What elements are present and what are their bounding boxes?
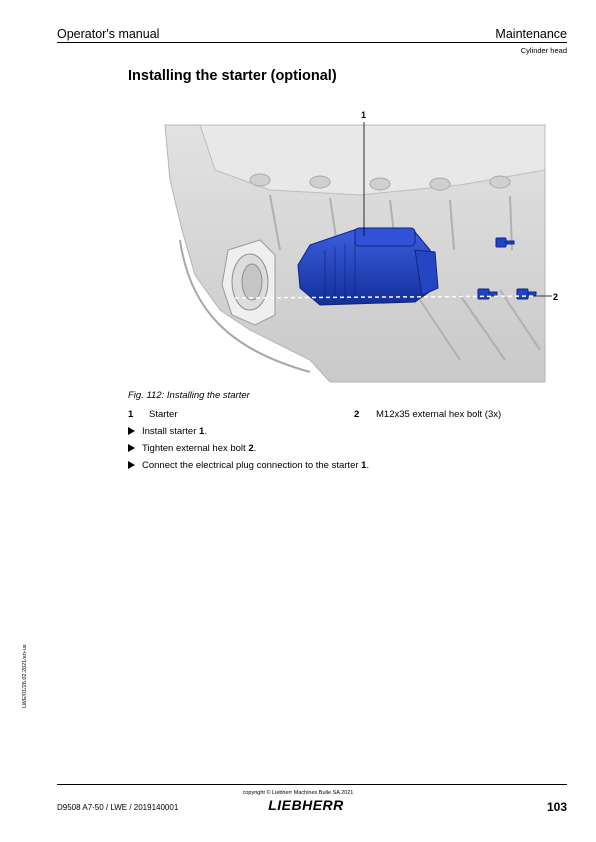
footer-copyright: copyright © Liebherr Machines Bulle SA 2021: [242, 790, 354, 796]
legend-num-1: 1: [128, 409, 134, 420]
step-2: Tighten external hex bolt 2.: [128, 443, 256, 454]
logo-text: LIEBHERR: [268, 797, 344, 813]
figure-starter-install: [160, 110, 560, 385]
step-arrow-icon: [128, 461, 135, 469]
legend-text-1: Starter: [149, 409, 178, 420]
callout-2: 2: [553, 292, 559, 302]
step-3: Connect the electrical plug connection to the starter 1.: [128, 460, 369, 471]
step-arrow-icon: [128, 427, 135, 435]
legend-num-2: 2: [354, 409, 360, 420]
callout-1: 1: [361, 110, 367, 120]
engine-illustration: [160, 110, 560, 385]
page-number: 103: [546, 800, 567, 814]
side-document-code: LWE/01/26.02.2021/en-us: [22, 644, 28, 708]
page-title: Installing the starter (optional): [128, 68, 337, 84]
step-1: Install starter 1.: [128, 426, 207, 437]
footer-rule: [57, 784, 567, 785]
step-arrow-icon: [128, 444, 135, 452]
header-section-title: Maintenance: [495, 27, 567, 41]
footer-doc-id: D9508 A7-50 / LWE / 2019140001: [57, 803, 179, 812]
header-manual-title: Operator's manual: [57, 27, 160, 41]
liebherr-logo: [256, 797, 356, 813]
figure-caption: Fig. 112: Installing the starter: [128, 390, 250, 401]
header-rule: [57, 42, 567, 43]
header-subsection: Cylinder head: [520, 46, 567, 55]
legend-text-2: M12x35 external hex bolt (3x): [376, 409, 502, 420]
